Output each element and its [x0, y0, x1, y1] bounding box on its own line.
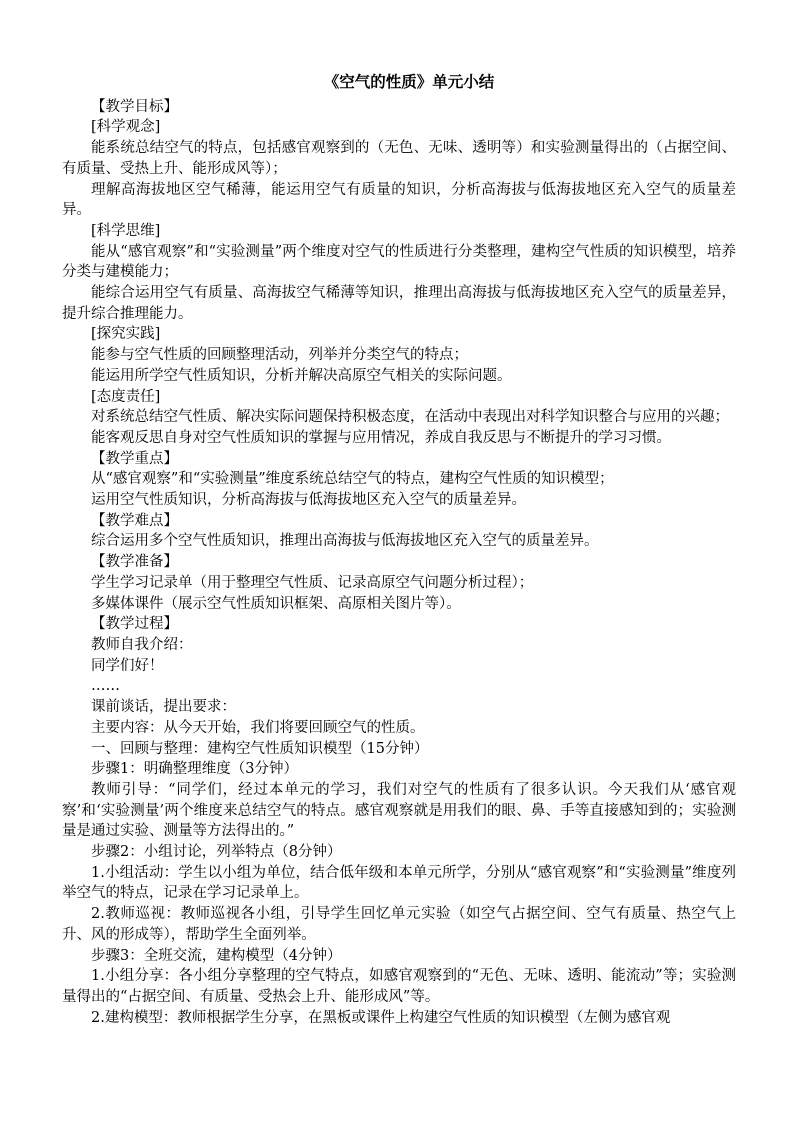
document-page [62, 72, 736, 1028]
paragraph: 对系统总结空气性质、解决实际问题保持积极态度，在活动中表现出对科学知识整合与应用的兴趣； [91, 409, 729, 426]
paragraph: 能运用所学空气性质知识，分析并解决高原空气相关的实际问题。 [91, 367, 512, 384]
paragraph: 能综合运用空气有质量、高海拔空气稀薄等知识，推理出高海拔与低海拔地区充入空气的质量差异，提升综合推理能力。 [62, 285, 736, 322]
paragraph: 理解高海拔地区空气稀薄，能运用空气有质量的知识，分析高海拔与低海拔地区充入空气的质量差异。 [62, 181, 736, 219]
paragraph: [探究实践] [91, 326, 161, 343]
paragraph: 能参与空气性质的回顾整理活动，列举并分类空气的特点； [91, 347, 468, 364]
paragraph: 同学们好！ [91, 657, 164, 674]
paragraph: 综合运用多个空气性质知识，推理出高海拔与低海拔地区充入空气的质量差异。 [91, 533, 599, 550]
paragraph: 教师引导：“同学们，经过本单元的学习，我们对空气的性质有了很多认识。今天我们从‘感官观察’和‘实验测量’两个维度来总结空气的特点。感官观察就是用我们的眼、鼻、手等直接感知到的；实验测量是通过实验、测量等方法得出的。” [62, 781, 736, 840]
document-title: 《空气的性质》单元小结 [323, 72, 495, 91]
paragraph: 2.教师巡视：教师巡视各小组，引导学生回忆单元实验（如空气占据空间、空气有质量、热空气上升、风的形成等），帮助学生全面列举。 [62, 906, 736, 943]
paragraph: 1.小组分享：各小组分享整理的空气特点，如感官观察到的“无色、无味、透明、能流动”等；实验测量得出的“占据空间、有质量、受热会上升、能形成风”等。 [62, 968, 737, 1005]
paragraph: 从“感官观察”和“实验测量”维度系统总结空气的特点，建构空气性质的知识模型； [91, 471, 614, 488]
paragraph: 课前谈话，提出要求： [91, 699, 236, 716]
paragraph: 步骤2：小组讨论，列举特点（8分钟） [91, 844, 342, 861]
paragraph: 能从“感官观察”和“实验测量”两个维度对空气的性质进行分类整理，建构空气性质的知识模型，培养分类与建模能力； [62, 243, 736, 281]
paragraph: 主要内容：从今天开始，我们将要回顾空气的性质。 [91, 719, 425, 736]
paragraph: 【教学过程】 [91, 616, 178, 633]
paragraph: 【教学重点】 [91, 450, 178, 467]
paragraph: …… [91, 678, 120, 695]
paragraph: 步骤3：全班交流，建构模型（4分钟） [91, 947, 342, 964]
paragraph: 能系统总结空气的特点，包括感官观察到的（无色、无味、透明等）和实验测量得出的（占据空间、有质量、受热上升、能形成风等）； [62, 140, 736, 177]
paragraph: 教师自我介绍： [91, 636, 193, 653]
paragraph: 一、回顾与整理：建构空气性质知识模型（15分钟） [91, 740, 429, 757]
paragraph: 学生学习记录单（用于整理空气性质、记录高原空气问题分析过程）； [91, 574, 534, 591]
paragraph: [态度责任] [91, 388, 161, 405]
document-body [62, 97, 736, 1029]
paragraph: 运用空气性质知识，分析高海拔与低海拔地区充入空气的质量差异。 [91, 492, 526, 509]
paragraph: [科学思维] [91, 222, 161, 239]
paragraph: 多媒体课件（展示空气性质知识框架、高原相关图片等）。 [91, 595, 461, 612]
paragraph: 1.小组活动：学生以小组为单位，结合低年级和本单元所学，分别从“感官观察”和“实验测量”维度列举空气的特点，记录在学习记录单上。 [62, 864, 736, 902]
paragraph: [科学观念] [91, 119, 161, 136]
paragraph: 能客观反思自身对空气性质知识的掌握与应用情况，养成自我反思与不断提升的学习习惯。 [91, 429, 671, 446]
paragraph: 【教学准备】 [91, 554, 178, 571]
paragraph: 【教学难点】 [91, 512, 178, 529]
paragraph: 步骤1：明确整理维度（3分钟） [91, 761, 298, 778]
paragraph: 2.建构模型：教师根据学生分享，在黑板或课件上构建空气性质的知识模型（左侧为感官观 [91, 1009, 671, 1026]
paragraph: 【教学目标】 [91, 98, 178, 115]
